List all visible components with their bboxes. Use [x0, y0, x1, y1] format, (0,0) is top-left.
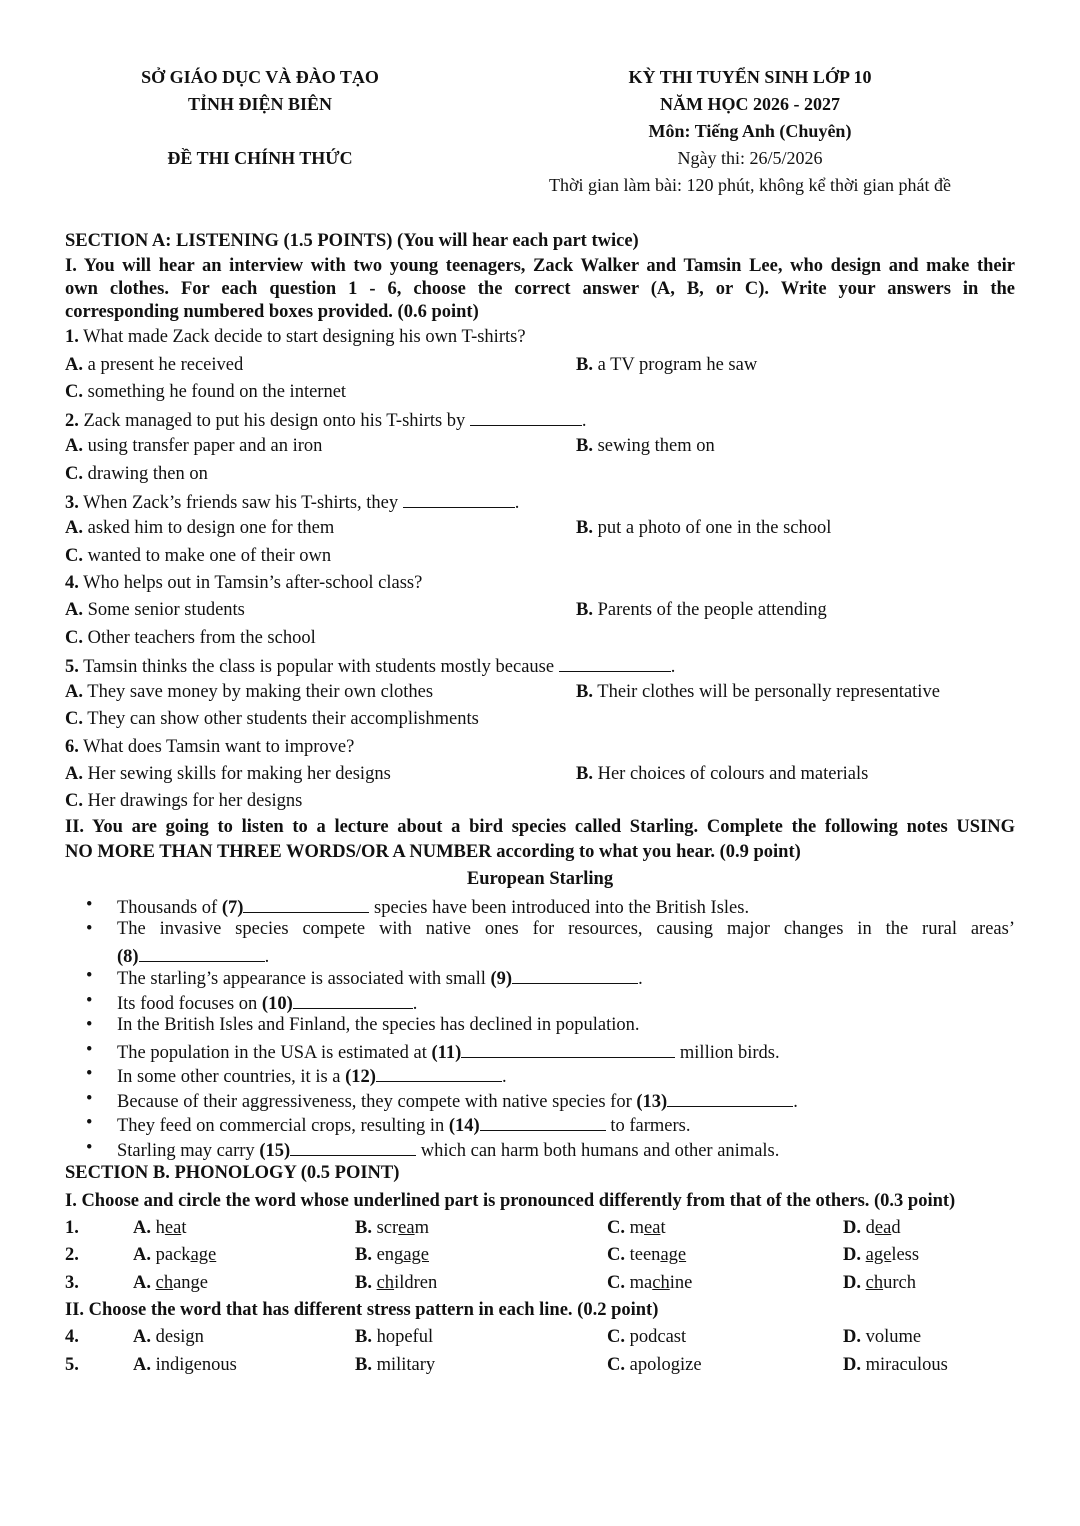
- period: .: [412, 993, 418, 1014]
- option-b: Their clothes will be personally representative: [597, 682, 940, 703]
- blank-number: (10): [261, 993, 293, 1014]
- part-ii-instructions: [65, 816, 1015, 866]
- option-c: Her drawings for her designs: [87, 791, 303, 812]
- options-row: [65, 761, 1015, 788]
- note-9: [65, 964, 1015, 989]
- period: .: [264, 946, 270, 967]
- question-3: [65, 488, 1015, 515]
- word-part: eng: [376, 1245, 404, 1266]
- option-c: drawing then on: [87, 463, 208, 484]
- note-7: [65, 893, 1015, 918]
- option-label: C.: [65, 381, 83, 402]
- question-2: [65, 406, 1015, 433]
- question-number: 1.: [65, 327, 79, 348]
- answer-blank: [243, 893, 369, 913]
- word-part: d: [891, 1218, 901, 1239]
- word-part: ine: [669, 1272, 693, 1293]
- part-i-instructions: [65, 255, 1015, 324]
- section-a-title: SECTION A: LISTENING (1.5 POINTS) (You will hear each part twice): [65, 231, 639, 251]
- question-text: Zack managed to put his design onto his T-shirts by: [83, 411, 466, 432]
- option-label: B.: [576, 600, 593, 621]
- options-row: [65, 379, 1015, 406]
- blank-number: (15): [259, 1140, 291, 1161]
- note-text: Its food focuses on: [117, 993, 258, 1014]
- note-text: Thousands of: [117, 897, 218, 918]
- options-row: [65, 433, 1015, 460]
- section-b-title: SECTION B. PHONOLOGY (0.5 POINT): [65, 1163, 400, 1184]
- bullet: •: [86, 919, 93, 940]
- option-label: C.: [607, 1218, 625, 1239]
- note-text: They feed on commercial crops, resulting in: [117, 1116, 445, 1137]
- option-label: D.: [843, 1218, 861, 1239]
- question-text: Who helps out in Tamsin’s after-school class?: [83, 572, 423, 593]
- option-label: C.: [607, 1245, 625, 1266]
- underlined-part: age: [190, 1245, 217, 1266]
- row-number: 5.: [65, 1354, 79, 1375]
- underlined-part: ea: [874, 1218, 892, 1239]
- period: .: [501, 1067, 507, 1088]
- option-label: B.: [355, 1218, 372, 1239]
- answer-blank: [512, 964, 638, 984]
- option-label: C.: [65, 463, 83, 484]
- underlined-part: ch: [155, 1272, 174, 1293]
- option-label: A.: [133, 1354, 151, 1375]
- option-b: military: [376, 1354, 436, 1375]
- option-label: C.: [607, 1272, 625, 1293]
- underlined-part: ch: [652, 1272, 670, 1293]
- subject: Môn: Tiếng Anh (Chuyên): [648, 121, 852, 141]
- option-label: B.: [576, 354, 593, 375]
- note-text: which can harm both humans and other animals.: [420, 1140, 780, 1161]
- option-b: hopeful: [376, 1327, 434, 1348]
- bullet: •: [86, 966, 93, 987]
- note-text: In the British Isles and Finland, the species has declined in population.: [117, 1015, 640, 1036]
- period: .: [670, 656, 676, 677]
- options-row: [65, 679, 1015, 706]
- period: .: [638, 969, 643, 990]
- exam-duration: Thời gian làm bài: 120 phút, không kể thời gian phát đề: [549, 175, 951, 195]
- period: .: [581, 411, 587, 432]
- answer-blank: [480, 1111, 606, 1131]
- word-part: h: [155, 1218, 165, 1239]
- option-label: A.: [65, 682, 83, 703]
- row-number: 3.: [65, 1272, 79, 1293]
- bullet: •: [86, 1039, 93, 1060]
- note-11: [65, 1038, 1015, 1063]
- option-label: A.: [133, 1327, 151, 1348]
- school-year: NĂM HỌC 2026 - 2027: [660, 94, 840, 114]
- option-c: something he found on the internet: [87, 381, 347, 402]
- option-label: A.: [133, 1218, 151, 1239]
- word-part: d: [865, 1218, 875, 1239]
- note-text: million birds.: [679, 1042, 780, 1063]
- blank-number: (11): [431, 1042, 462, 1063]
- row-number: 1.: [65, 1218, 79, 1239]
- word-part: t: [660, 1218, 666, 1239]
- word-part: ange: [173, 1272, 209, 1293]
- answer-blank: [290, 1136, 416, 1156]
- note-text: The starling’s appearance is associated with small: [117, 969, 486, 990]
- option-d: volume: [865, 1327, 922, 1348]
- word-part: scr: [376, 1218, 399, 1239]
- phonology-part-ii-instructions: II. Choose the word that has different stress pattern in each line. (0.2 point): [65, 1299, 659, 1320]
- option-label: B.: [355, 1245, 372, 1266]
- option-label: B.: [576, 682, 593, 703]
- option-label: B.: [576, 436, 593, 457]
- option-label: B.: [576, 764, 593, 785]
- option-a: asked him to design one for them: [87, 518, 335, 539]
- option-label: A.: [65, 764, 83, 785]
- option-c: apologize: [629, 1354, 702, 1375]
- option-b: Parents of the people attending: [597, 600, 827, 621]
- question-number: 4.: [65, 572, 79, 593]
- bullet: •: [86, 1113, 93, 1134]
- note-12: [65, 1062, 1015, 1087]
- option-label: B.: [355, 1327, 372, 1348]
- option-a: indigenous: [155, 1354, 237, 1375]
- note-text: species have been introduced into the British Isles.: [374, 897, 750, 918]
- row-number: 2.: [65, 1245, 79, 1266]
- word-part: teen: [629, 1245, 661, 1266]
- instr-line: corresponding numbered boxes provided. (0.6 point): [65, 302, 479, 323]
- options-row: [65, 543, 1015, 570]
- answer-blank: [293, 989, 413, 1009]
- option-label: D.: [843, 1272, 861, 1293]
- phonology-row-3: [65, 1270, 1015, 1297]
- phonology-row-1: [65, 1215, 1015, 1242]
- blank-number: (7): [221, 897, 244, 918]
- option-label: C.: [65, 627, 83, 648]
- question-6: [65, 734, 1015, 761]
- official-exam-label: ĐỀ THI CHÍNH THỨC: [167, 148, 353, 168]
- note-decline: [65, 1013, 1015, 1038]
- options-row: [65, 706, 1015, 733]
- period: .: [514, 493, 520, 514]
- option-label: B.: [576, 518, 593, 539]
- instr-line: NO MORE THAN THREE WORDS/OR A NUMBER according to what you hear. (0.9 point): [65, 841, 801, 862]
- note-15: [65, 1136, 1015, 1161]
- underlined-part: age: [403, 1245, 429, 1266]
- option-a: using transfer paper and an iron: [87, 436, 323, 457]
- option-label: D.: [843, 1327, 861, 1348]
- option-b: a TV program he saw: [597, 354, 758, 375]
- option-label: A.: [65, 600, 83, 621]
- header-right: [470, 64, 1030, 199]
- underlined-part: ea: [398, 1218, 415, 1239]
- note-10: [65, 989, 1015, 1014]
- question-1: [65, 324, 1015, 351]
- underlined-part: ea: [164, 1218, 182, 1239]
- option-label: C.: [65, 791, 83, 812]
- stress-row-4: [65, 1324, 1015, 1351]
- bullet: •: [86, 1088, 93, 1109]
- question-number: 5.: [65, 656, 79, 677]
- question-number: 2.: [65, 411, 79, 432]
- option-label: C.: [65, 709, 83, 730]
- word-part: m: [414, 1218, 429, 1239]
- blank-number: (9): [490, 969, 513, 990]
- question-text: When Zack’s friends saw his T-shirts, they: [83, 493, 399, 514]
- note-8: [65, 917, 1015, 967]
- question-number: 3.: [65, 493, 79, 514]
- note-text: to farmers.: [610, 1116, 691, 1137]
- option-label: A.: [65, 518, 83, 539]
- answer-blank: [403, 488, 515, 508]
- underlined-part: age: [865, 1245, 892, 1266]
- blank-number: (14): [448, 1116, 480, 1137]
- option-label: C.: [607, 1327, 625, 1348]
- underlined-part: ea: [644, 1218, 661, 1239]
- blank-number: (13): [636, 1091, 668, 1112]
- question-number: 6.: [65, 736, 79, 757]
- exam-date: Ngày thi: 26/5/2026: [677, 148, 823, 168]
- word-part: t: [181, 1218, 187, 1239]
- question-text: What made Zack decide to start designing his own T-shirts?: [83, 327, 526, 348]
- option-d: miraculous: [865, 1354, 948, 1375]
- option-c: They can show other students their accomplishments: [87, 709, 479, 730]
- options-row: [65, 461, 1015, 488]
- department-name: SỞ GIÁO DỤC VÀ ĐÀO TẠO: [141, 67, 379, 87]
- option-b: put a photo of one in the school: [597, 518, 832, 539]
- instr-line: II. You are going to listen to a lecture about a bird species called Starling. Complete the following notes USING: [65, 816, 1015, 837]
- word-part: less: [891, 1245, 920, 1266]
- option-a: Some senior students: [87, 600, 245, 621]
- word-part: ildren: [394, 1272, 438, 1293]
- period: .: [793, 1091, 798, 1112]
- bullet: •: [86, 1064, 93, 1085]
- option-b: Her choices of colours and materials: [597, 764, 869, 785]
- bullet: •: [86, 990, 93, 1011]
- bullet: •: [86, 1137, 93, 1158]
- option-label: A.: [65, 354, 83, 375]
- option-label: A.: [133, 1245, 151, 1266]
- note-13: [65, 1087, 1015, 1112]
- note-14: [65, 1111, 1015, 1136]
- word-part: ma: [629, 1272, 653, 1293]
- note-text: Because of their aggressiveness, they compete with native species for: [117, 1091, 632, 1112]
- stress-row-5: [65, 1352, 1015, 1379]
- bullet: •: [86, 1015, 93, 1036]
- header-left: [60, 64, 460, 172]
- notes-list: [65, 893, 1015, 1161]
- options-row: [65, 515, 1015, 542]
- row-number: 4.: [65, 1327, 79, 1348]
- exam-content: [65, 228, 1015, 1379]
- underlined-part: ch: [865, 1272, 884, 1293]
- option-c: podcast: [629, 1327, 687, 1348]
- option-label: B.: [355, 1272, 372, 1293]
- option-label: C.: [65, 545, 83, 566]
- answer-blank: [470, 406, 582, 426]
- answer-blank: [667, 1087, 793, 1107]
- phonology-part-i-instructions: I. Choose and circle the word whose underlined part is pronounced differently from that of the others. (0.3 point): [65, 1190, 956, 1211]
- word-part: m: [629, 1218, 645, 1239]
- answer-blank: [461, 1038, 675, 1058]
- option-label: A.: [133, 1272, 151, 1293]
- answer-blank: [376, 1062, 502, 1082]
- question-text: Tamsin thinks the class is popular with students mostly because: [83, 656, 555, 677]
- answer-blank: [559, 652, 671, 672]
- underlined-part: age: [660, 1245, 687, 1266]
- word-part: urch: [883, 1272, 916, 1293]
- blank-number: (12): [345, 1067, 376, 1088]
- option-c: Other teachers from the school: [87, 627, 316, 648]
- question-5: [65, 652, 1015, 679]
- note-text: Starling may carry: [117, 1140, 255, 1161]
- bullet: •: [86, 894, 93, 915]
- notes-title: European Starling: [466, 868, 614, 889]
- options-row: [65, 597, 1015, 624]
- exam-title: KỲ THI TUYỂN SINH LỚP 10: [628, 67, 872, 87]
- phonology-row-2: [65, 1242, 1015, 1269]
- option-a: design: [155, 1327, 204, 1348]
- note-text: The population in the USA is estimated at: [117, 1042, 427, 1063]
- note-text: The invasive species compete with native ones for resources, causing major changes in the rural areas’: [117, 919, 1015, 940]
- option-label: B.: [355, 1354, 372, 1375]
- options-row: [65, 625, 1015, 652]
- underlined-part: ch: [376, 1272, 395, 1293]
- question-text: What does Tamsin want to improve?: [83, 736, 355, 757]
- note-text: In some other countries, it is a: [117, 1067, 341, 1088]
- instr-line: own clothes. For each question 1 - 6, choose the correct answer (A, B, or C). Write your answers in the: [65, 279, 1015, 300]
- option-label: C.: [607, 1354, 625, 1375]
- options-row: [65, 788, 1015, 815]
- instr-line: I. You will hear an interview with two young teenagers, Zack Walker and Tamsin Lee, who design and make their: [65, 256, 1015, 277]
- option-b: sewing them on: [597, 436, 715, 457]
- option-label: A.: [65, 436, 83, 457]
- province-name: TỈNH ĐIỆN BIÊN: [187, 94, 333, 114]
- option-a: a present he received: [87, 354, 244, 375]
- blank-number: (8): [117, 946, 139, 967]
- question-4: [65, 570, 1015, 597]
- option-label: D.: [843, 1245, 861, 1266]
- option-a: Her sewing skills for making her designs: [87, 764, 391, 785]
- word-part: pack: [155, 1245, 191, 1266]
- option-c: wanted to make one of their own: [87, 545, 332, 566]
- options-row: [65, 352, 1015, 379]
- option-a: They save money by making their own clothes: [87, 682, 434, 703]
- answer-blank: [139, 942, 265, 962]
- option-label: D.: [843, 1354, 861, 1375]
